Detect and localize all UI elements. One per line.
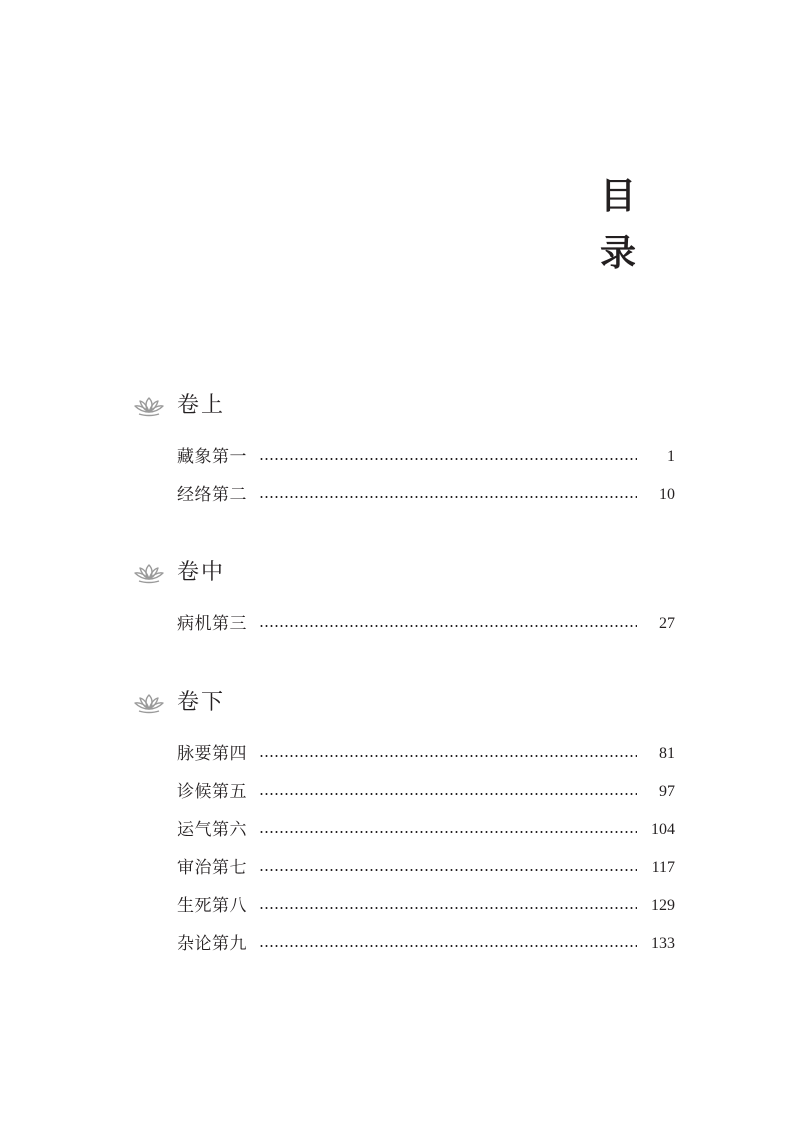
section-label: 卷中: [177, 560, 226, 585]
toc-entry[interactable]: [177, 780, 675, 804]
dot-leader: [259, 755, 637, 757]
dot-leader: [259, 945, 637, 947]
toc-entry-page: 129: [651, 897, 675, 914]
dot-leader: [259, 625, 637, 627]
toc-entry[interactable]: [177, 894, 675, 918]
toc-entry[interactable]: [177, 932, 675, 956]
toc-entry-page: 81: [659, 745, 675, 762]
toc-entry[interactable]: [177, 742, 675, 766]
toc-entry-title: 审治第七: [177, 857, 247, 878]
lotus-icon: [133, 692, 165, 714]
dot-leader: [259, 869, 637, 871]
lotus-icon: [133, 395, 165, 417]
toc-entry-page: 27: [659, 615, 675, 632]
toc-entry-title: 运气第六: [177, 819, 247, 840]
dot-leader: [259, 793, 637, 795]
toc-entry[interactable]: [177, 612, 675, 636]
toc-entry-page: 1: [667, 448, 675, 465]
toc-entry[interactable]: [177, 445, 675, 469]
toc-entry-page: 10: [659, 486, 675, 503]
toc-entry-title: 诊候第五: [177, 781, 247, 802]
page-title-char-1: 目: [599, 175, 636, 217]
toc-entry-title: 脉要第四: [177, 743, 247, 764]
dot-leader: [259, 831, 637, 833]
toc-entry-title: 经络第二: [177, 484, 247, 505]
toc-entry-title: 病机第三: [177, 613, 247, 634]
section-label: 卷下: [177, 690, 226, 715]
toc-entry[interactable]: [177, 483, 675, 507]
toc-entry[interactable]: [177, 818, 675, 842]
lotus-icon: [133, 562, 165, 584]
section-heading: [133, 688, 225, 718]
toc-entry-page: 104: [651, 821, 675, 838]
toc-entry-title: 藏象第一: [177, 446, 247, 467]
dot-leader: [259, 907, 637, 909]
toc-entry-page: 117: [651, 859, 675, 876]
section-heading: [133, 391, 225, 421]
toc-entry-page: 133: [651, 935, 675, 952]
dot-leader: [259, 496, 637, 498]
toc-entry[interactable]: [177, 856, 675, 880]
dot-leader: [259, 458, 637, 460]
section-heading: [133, 558, 225, 588]
section-label: 卷上: [177, 393, 226, 418]
toc-entry-title: 杂论第九: [177, 933, 247, 954]
toc-entry-page: 97: [659, 783, 675, 800]
page-title-char-2: 录: [599, 232, 636, 274]
toc-entry-title: 生死第八: [177, 895, 247, 916]
